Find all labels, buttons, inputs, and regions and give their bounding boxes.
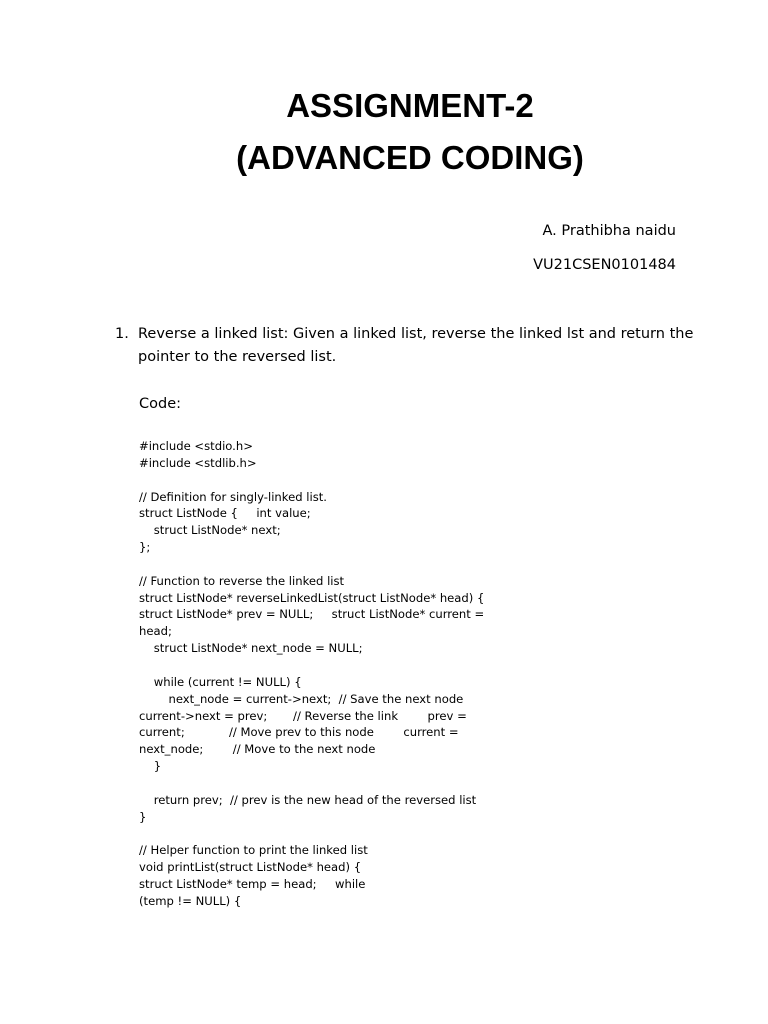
code-line: struct ListNode { int value;: [139, 506, 311, 521]
student-id: VU21CSEN0101484: [533, 257, 676, 273]
code-line: struct ListNode* reverseLinkedList(struct ListNode* head) {: [139, 590, 485, 605]
document-subtitle: (ADVANCED CODING): [236, 139, 584, 176]
code-line: [139, 657, 499, 674]
code-line: struct ListNode* next;: [139, 523, 281, 538]
code-line: [139, 472, 499, 489]
code-line: [139, 775, 499, 792]
code-block: [139, 438, 499, 910]
code-line: current; // Move prev to this node current =: [139, 725, 459, 740]
code-label: Code:: [139, 396, 182, 412]
code-line: next_node; // Move to the next node: [139, 742, 376, 757]
code-line: head;: [139, 624, 172, 639]
code-line: // Function to reverse the linked list: [139, 573, 345, 588]
code-line: struct ListNode* temp = head; while: [139, 876, 366, 891]
code-line: }: [139, 759, 162, 774]
code-line: // Helper function to print the linked list: [139, 843, 368, 858]
code-line: };: [139, 540, 151, 555]
code-line: [139, 556, 499, 573]
code-line: next_node = current->next; // Save the next node: [139, 691, 464, 706]
code-line: struct ListNode* next_node = NULL;: [139, 641, 363, 656]
code-line: }: [139, 809, 147, 824]
code-line: [139, 825, 499, 842]
question-item: [115, 323, 695, 369]
code-line: current->next = prev; // Reverse the link prev =: [139, 708, 467, 723]
code-line: // Definition for singly-linked list.: [139, 489, 327, 504]
code-line: struct ListNode* prev = NULL; struct ListNode* current =: [139, 607, 485, 622]
code-line: #include <stdlib.h>: [139, 455, 257, 470]
code-line: void printList(struct ListNode* head) {: [139, 860, 362, 875]
code-line: (temp != NULL) {: [139, 893, 242, 908]
code-line: while (current != NULL) {: [139, 674, 302, 689]
document-title: ASSIGNMENT-2: [286, 87, 534, 124]
code-line: return prev; // prev is the new head of the reversed list: [139, 792, 477, 807]
author-name: A. Prathibha naidu: [542, 223, 676, 239]
question-number: 1.: [115, 326, 129, 342]
question-text: Reverse a linked list: Given a linked list, reverse the linked lst and return the pointer to the reversed list.: [138, 326, 694, 365]
code-line: #include <stdio.h>: [139, 439, 253, 453]
